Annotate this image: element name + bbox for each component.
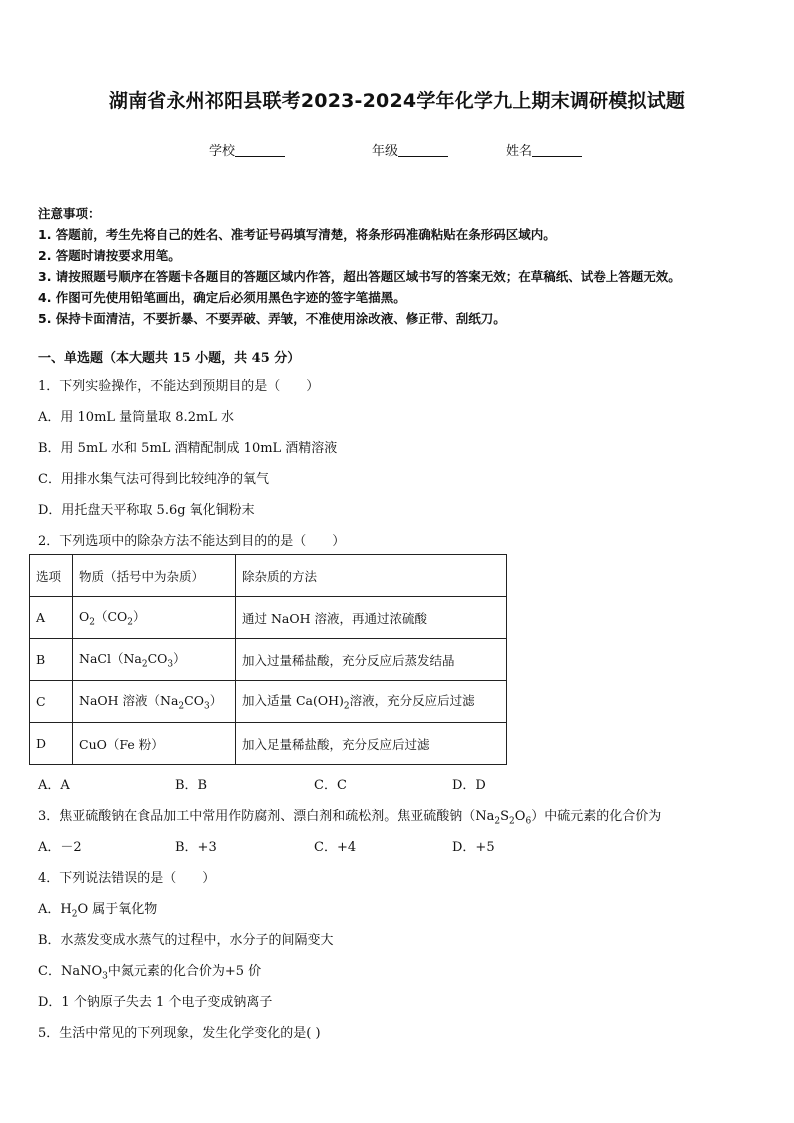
notice-item: 1. 答题前，考生先将自己的姓名、准考证号码填写清楚，将条形码准确粘贴在条形码区域内。 [38, 227, 556, 242]
table-cell: 通过 NaOH 溶液，再通过浓硫酸 [236, 597, 507, 639]
table-cell: $O_2(CO_2)$ [73, 597, 236, 639]
grade-label: 年级 [372, 144, 399, 159]
table-row [30, 681, 507, 723]
notice-block [38, 203, 768, 329]
school-field [209, 140, 285, 159]
table-header-row [30, 555, 507, 597]
student-info-row [0, 140, 794, 160]
q2-options [38, 774, 638, 794]
q1-option-a: A．用 10mL 量筒量取 8.2mL 水 [38, 410, 235, 425]
notice-item: 4. 作图可先使用铅笔画出，确定后必须用黑色字迹的签字笔描黑。 [38, 290, 406, 305]
q5-stem: 5．生活中常见的下列现象，发生化学变化的是( ) [38, 1026, 321, 1041]
table-cell: B [30, 639, 73, 681]
q1-option-d: D．用托盘天平称取 5.6g 氧化铜粉末 [38, 503, 255, 518]
q3-option-c: C．+4 [314, 840, 357, 855]
notice-heading: 注意事项： [38, 206, 101, 221]
table-cell: D [30, 723, 73, 765]
table-row [30, 639, 507, 681]
name-blank [532, 143, 582, 157]
q2-table [29, 554, 507, 765]
grade-field [372, 140, 448, 159]
table-cell: 加入适量 $Ca(OH)_2$溶液，充分反应后过滤 [236, 681, 507, 723]
table-cell: $NaCl(Na_2CO_3)$ [73, 639, 236, 681]
exam-title: 湖南省永州祁阳县联考2023-2024学年化学九上期末调研模拟试题 [108, 90, 686, 112]
table-cell: C [30, 681, 73, 723]
table-cell: CuO（Fe 粉） [73, 723, 236, 765]
section-heading: 一、单选题（本大题共 15 小题，共 45 分） [38, 351, 301, 366]
q1-stem: 1．下列实验操作，不能达到预期目的是（ ） [38, 379, 320, 394]
table-row [30, 597, 507, 639]
notice-item: 5. 保持卡面清洁，不要折暴、不要弄破、弄皱，不准使用涂改液、修正带、刮纸刀。 [38, 311, 506, 326]
q4-option-a: A．$H_2O$ 属于氧化物 [38, 902, 158, 920]
table-cell: A [30, 597, 73, 639]
q3-option-d: D．+5 [452, 840, 495, 855]
school-label: 学校 [209, 144, 236, 159]
q1-option-c: C．用排水集气法可得到比较纯净的氧气 [38, 472, 269, 487]
school-blank [235, 143, 285, 157]
notice-item: 2. 答题时请按要求用笔。 [38, 248, 181, 263]
table-cell: NaOH 溶液$(Na_2CO_3)$ [73, 681, 236, 723]
q4-option-b: B．水蒸发变成水蒸气的过程中，水分子的间隔变大 [38, 933, 334, 948]
name-field [506, 140, 582, 159]
table-row [30, 723, 507, 765]
q2-option-c: C．C [314, 778, 347, 793]
table-cell: 加入足量稀盐酸，充分反应后过滤 [236, 723, 507, 765]
q1-option-b: B．用 5mL 水和 5mL 酒精配制成 10mL 酒精溶液 [38, 441, 338, 456]
q3-stem: 3．焦亚硫酸钠在食品加工中常用作防腐剂、漂白剂和疏松剂。焦亚硫酸钠$(Na_2S_2O_6)$中硫元素的化合价为 [38, 809, 662, 827]
notice-item: 3. 请按照题号顺序在答题卡各题目的答题区域内作答，超出答题区域书写的答案无效；在草稿纸、试卷上答题无效。 [38, 269, 681, 284]
q2-stem: 2．下列选项中的除杂方法不能达到目的的是（ ） [38, 534, 346, 549]
q2-option-b: B．B [175, 778, 208, 793]
name-label: 姓名 [506, 144, 533, 159]
table-header-cell: 物质（括号中为杂质） [73, 555, 236, 597]
q3-options [38, 836, 638, 856]
table-header-cell: 除杂质的方法 [236, 555, 507, 597]
q2-option-a: A．A [38, 778, 70, 793]
q4-option-d: D．1 个钠原子失去 1 个电子变成钠离子 [38, 995, 273, 1010]
grade-blank [398, 143, 448, 157]
table-header-cell: 选项 [30, 555, 73, 597]
q3-option-b: B．+3 [175, 840, 217, 855]
q3-option-a: A．－2 [38, 840, 82, 855]
q4-option-c: C．NaNO$_3$中氮元素的化合价为+5 价 [38, 964, 262, 982]
q2-option-d: D．D [452, 778, 486, 793]
q4-stem: 4．下列说法错误的是（ ） [38, 871, 216, 886]
table-cell: 加入过量稀盐酸，充分反应后蒸发结晶 [236, 639, 507, 681]
